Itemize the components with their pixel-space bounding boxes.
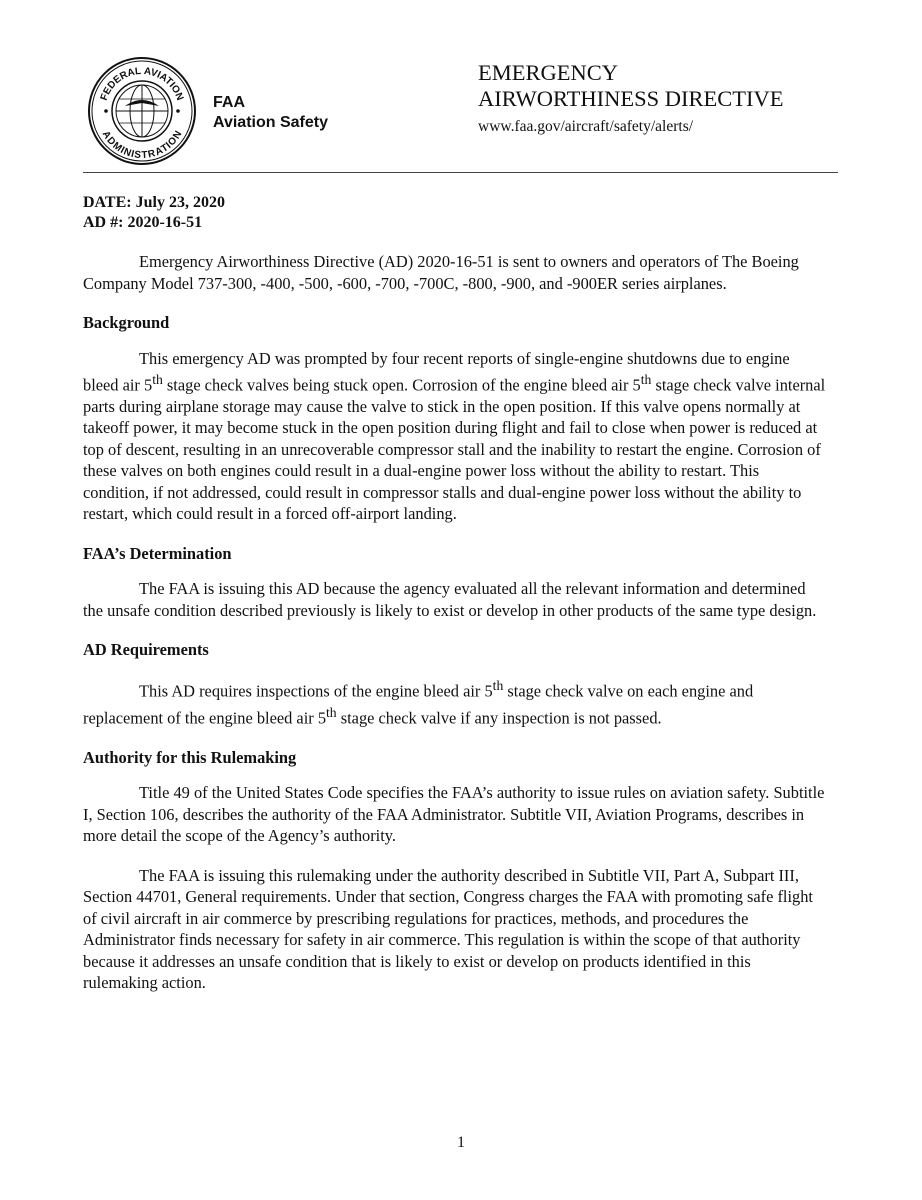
document-meta (83, 193, 225, 233)
background-text-b: stage check valves being stuck open. Corrosion of the engine bleed air 5 (162, 375, 641, 395)
background-heading: Background (83, 313, 170, 332)
requirements-text-a: This AD requires inspections of the engine bleed air 5 (139, 681, 493, 701)
seal-text-top: FEDERAL AVIATION (98, 65, 186, 103)
determination-heading: FAA’s Determination (83, 543, 232, 563)
agency-name (213, 93, 328, 133)
authority-paragraph-1: Title 49 of the United States Code specifies the FAA’s authority to issue rules on aviation safety. Subtitle I, Section 106, describes the authority of the FAA Administrator. Subtitle VII, Aviation Programs, describes in more detail the scope of the Agency’s authority. (83, 783, 825, 846)
doctype-line-1: EMERGENCY (478, 60, 618, 85)
authority-heading: Authority for this Rulemaking (83, 747, 297, 767)
doctype-line-2: AIRWORTHINESS DIRECTIVE (478, 86, 784, 111)
seal-text-bottom: ADMINISTRATION (99, 129, 185, 162)
agency-line-1: FAA (213, 94, 245, 111)
determination-paragraph: The FAA is issuing this AD because the agency evaluated all the relevant information and determined the unsafe condition described previously is likely to exist or develop in other products of the same type design. (83, 579, 817, 620)
document-type (478, 60, 784, 112)
document-body (83, 251, 828, 1012)
requirements-paragraph (83, 675, 828, 729)
background-text-c: stage check valve internal parts during airplane storage may cause the valve to stick in the open position. If this valve opens normally at takeoff power, it may become stuck in the open position during flight and fail to close when power is reduced at top of descent, resulting in an unrecoverable compressor stall and the inability to restart the engine. Corrosion of these valves on both engines could result in a dual-engine power loss without the ability to restart. This condition, if not addressed, could result in compressor stalls and dual-engine power loss without the ability to restart, which could result in a forced off-airport landing. (83, 375, 826, 524)
requirements-heading: AD Requirements (83, 640, 209, 660)
superscript: th (326, 704, 337, 720)
superscript: th (492, 677, 504, 693)
requirements-text-c: stage check valve if any inspection is not passed. (336, 708, 662, 728)
authority-paragraph-2: The FAA is issuing this rulemaking under the authority described in Subtitle VII, Part A, Subpart III, Section 44701, General requirements. Under that section, Congress charges the FAA with promoting safe flight of civil aircraft in air commerce by prescribing regulations for practices, methods, and procedures the Administrator finds necessary for safety in air commerce. This regulation is within the scope of that authority because it addresses an unsafe condition that is likely to exist or develop on products identified in this rulemaking action. (83, 865, 813, 993)
background-paragraph (83, 348, 828, 525)
requirements-text-b: stage check valve on each engine and replacement of the engine bleed air 5 (83, 681, 754, 728)
alerts-url: www.faa.gov/aircraft/safety/alerts/ (478, 118, 694, 135)
page-number: 1 (457, 1134, 465, 1151)
superscript: th (152, 372, 163, 387)
background-text-a: This emergency AD was prompted by four recent reports of single-engine shutdowns due to engine bleed air 5 (83, 348, 790, 395)
superscript: th (640, 372, 652, 387)
date-line: DATE: July 23, 2020 (83, 194, 225, 211)
header-divider (83, 172, 838, 173)
faa-seal-logo (87, 56, 197, 166)
ad-number-line: AD #: 2020-16-51 (83, 214, 203, 231)
agency-line-2: Aviation Safety (213, 114, 328, 131)
intro-paragraph: Emergency Airworthiness Directive (AD) 2020-16-51 is sent to owners and operators of The Boeing Company Model 737-300, -400, -500, -600, -700, -700C, -800, -900, and -900ER series airplanes. (83, 252, 799, 293)
